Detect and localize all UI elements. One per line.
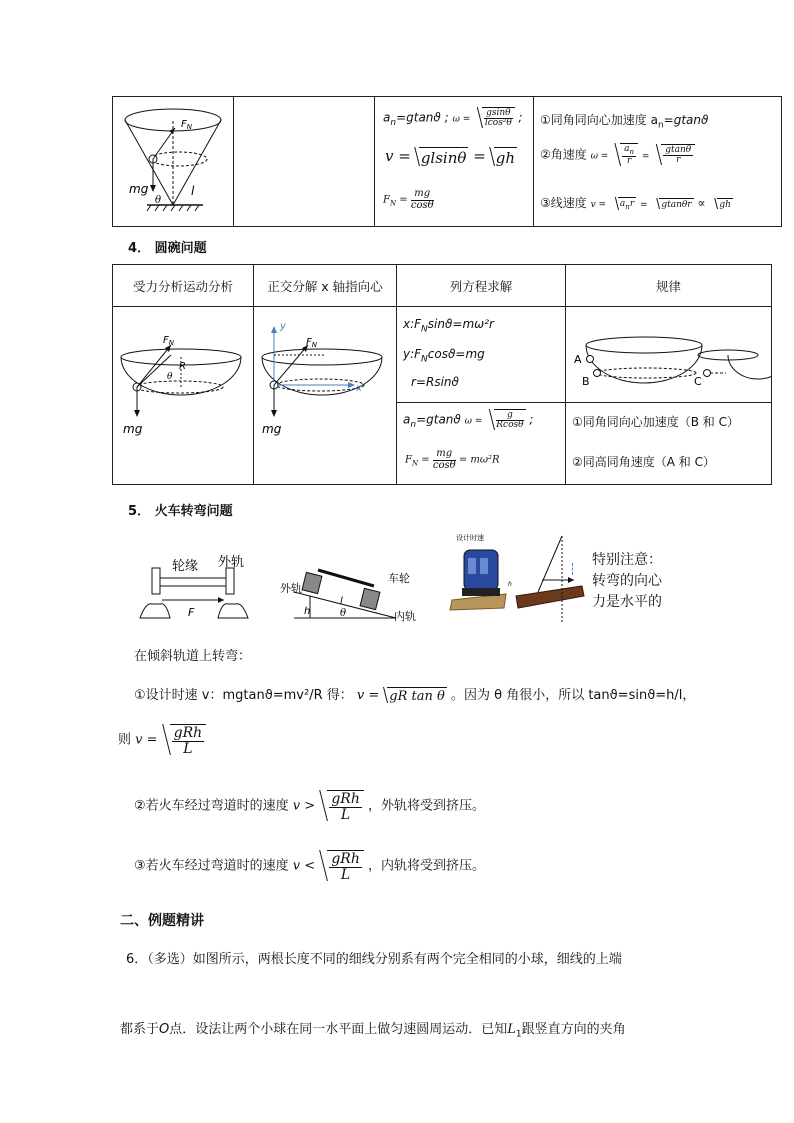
- theta-track-label: θ: [340, 608, 347, 619]
- design-speed-line: ①设计时速 v：mgtanϑ=mv²/R 得： v = gR tan θ 。因为 θ 角很小，所以 tanϑ=sinϑ=h/l，: [134, 688, 696, 704]
- two-bowls-diagram: [566, 307, 772, 403]
- x-axis-label: x: [356, 383, 362, 394]
- train-turning-diagram: [446, 530, 588, 626]
- bowl-header-3: 列方程求解: [397, 265, 566, 307]
- bowl-an-eq: $a_n=gtanϑ$ ω = $\frac{g}{Rcos\theta}$ ;: [403, 410, 534, 431]
- l-track-label: l: [340, 596, 343, 607]
- force-f-label: F: [188, 606, 195, 619]
- bowl-eq-x: $x:F_N\sin ϑ=m\omega^2r$: [403, 317, 494, 335]
- bowl-eq-y: $y:F_N\cos ϑ=mg$: [403, 347, 485, 365]
- decomp-fn-label: $F_N$: [306, 337, 318, 349]
- bowl-header-2: 正交分解 x 轴指向心: [254, 265, 397, 307]
- cone-law-cell: [534, 97, 782, 227]
- cone-law-3: ③线速度 $v = a_nr = gtan\theta r$ ∝ gh: [540, 196, 731, 211]
- question-6-line-2: 都系于O点．设法让两个小球在同一水平面上做匀速圆周运动．已知$L_1$跟竖直方向的夹角: [120, 1022, 626, 1040]
- speed-formula-line: 则 v = $\frac{\text{gRh}}{L}$: [118, 724, 206, 756]
- special-note: [592, 550, 662, 613]
- bowl-law-figure-cell: [566, 307, 772, 403]
- bowl-theta-label: θ: [167, 372, 173, 382]
- bowl-eq-r: r=Rsinϑ: [411, 375, 459, 389]
- bowl-law-2: ②同高同角速度（A 和 C）: [572, 455, 715, 469]
- bowl-law-text-cell: [566, 403, 772, 485]
- wheel-flange-diagram: [132, 548, 254, 626]
- bowl-mg-label: mg: [123, 422, 143, 436]
- v-equation: v = glsinθ = gh: [385, 147, 516, 167]
- bowl-header-4: 规律: [566, 265, 772, 307]
- empty-cell: [234, 97, 375, 227]
- cone-table: [112, 96, 782, 227]
- y-axis-label: y: [280, 321, 286, 332]
- note-line-3: 力是水平的: [592, 594, 662, 610]
- bowl-table: [112, 264, 772, 485]
- flange-label: 轮缘: [172, 559, 199, 574]
- l-label: l: [191, 184, 195, 198]
- an-equation: $a_n=gtanϑ$ ; ω = $\frac{gsin\theta}{\text{lcos²θ}}$ ;: [383, 108, 523, 129]
- theta-label: θ: [155, 195, 162, 206]
- outer-rail-label-2: 外轨: [280, 582, 302, 595]
- question-6-line-1: 6．（多选）如图所示，两根长度不同的细线分别系有两个完全相同的小球，细线的上端: [126, 952, 622, 967]
- note-line-1: 特别注意：: [592, 552, 662, 568]
- bowl-header-1: 受力分析运动分析: [113, 265, 254, 307]
- section4-title: 4． 圆碗问题: [128, 241, 207, 256]
- inclined-track-diagram: [278, 552, 418, 624]
- design-speed-caption: 设计时速: [456, 534, 484, 542]
- cone-law-1: ①同角同向心加速度 $a_n=gtanϑ$: [540, 113, 709, 131]
- bowl-a-label: A: [574, 353, 582, 366]
- wheel-label: 车轮: [388, 572, 410, 585]
- train-h-label: h: [508, 581, 512, 588]
- outer-rail-condition: ②若火车经过弯道时的速度 v > $\frac{\text{gRh}}{L}$ ，外轨将受到挤压。: [134, 791, 485, 823]
- inclined-intro: 在倾斜轨道上转弯：: [134, 649, 252, 664]
- fn-label: $F_N$: [181, 119, 193, 131]
- section5-title: 5． 火车转弯问题: [128, 504, 233, 519]
- bowl-equations-cell: [397, 307, 566, 403]
- bowl-force-figure-cell: [113, 307, 254, 485]
- cone-figure-cell: [113, 97, 234, 227]
- bowl-force-diagram: [113, 307, 253, 485]
- bowl-b-label: B: [582, 375, 590, 388]
- mg-label: mg: [129, 182, 149, 196]
- outer-rail-label-1: 外轨: [218, 555, 245, 570]
- cone-law-2: ②角速度 ω = $\frac{a_n}{r}$ = $\frac{gtan\theta}{r}$: [540, 143, 695, 167]
- inner-rail-label: 内轨: [394, 610, 416, 623]
- inner-rail-condition: ③若火车经过弯道时的速度 v < $\frac{\text{gRh}}{L}$ ，内轨将受到挤压。: [134, 851, 485, 883]
- bowl-r-label: R: [179, 361, 186, 372]
- bowl-fn-label: $F_N$: [163, 335, 175, 347]
- h-label: h: [304, 606, 311, 617]
- note-pointer: [572, 563, 581, 575]
- bowl-results-cell: [397, 403, 566, 485]
- bowl-c-label: C: [694, 375, 702, 388]
- cone-diagram: [113, 97, 233, 222]
- cone-equations-cell: [375, 97, 534, 227]
- fn-equation: $F_N$ = $\frac{mg}{\cos\theta}$: [383, 188, 434, 211]
- section-two-title: 二、例题精讲: [120, 913, 204, 929]
- bowl-law-1: ①同角同向心加速度（B 和 C）: [572, 415, 739, 429]
- bowl-decomp-diagram: [254, 307, 396, 485]
- note-line-2: 转弯的向心: [592, 573, 662, 589]
- bowl-decomp-figure-cell: [254, 307, 397, 485]
- bowl-fn-eq: $F_N$ = $\frac{mg}{\cos\theta}$ = mω²R: [405, 448, 500, 471]
- decomp-mg-label: mg: [262, 422, 282, 436]
